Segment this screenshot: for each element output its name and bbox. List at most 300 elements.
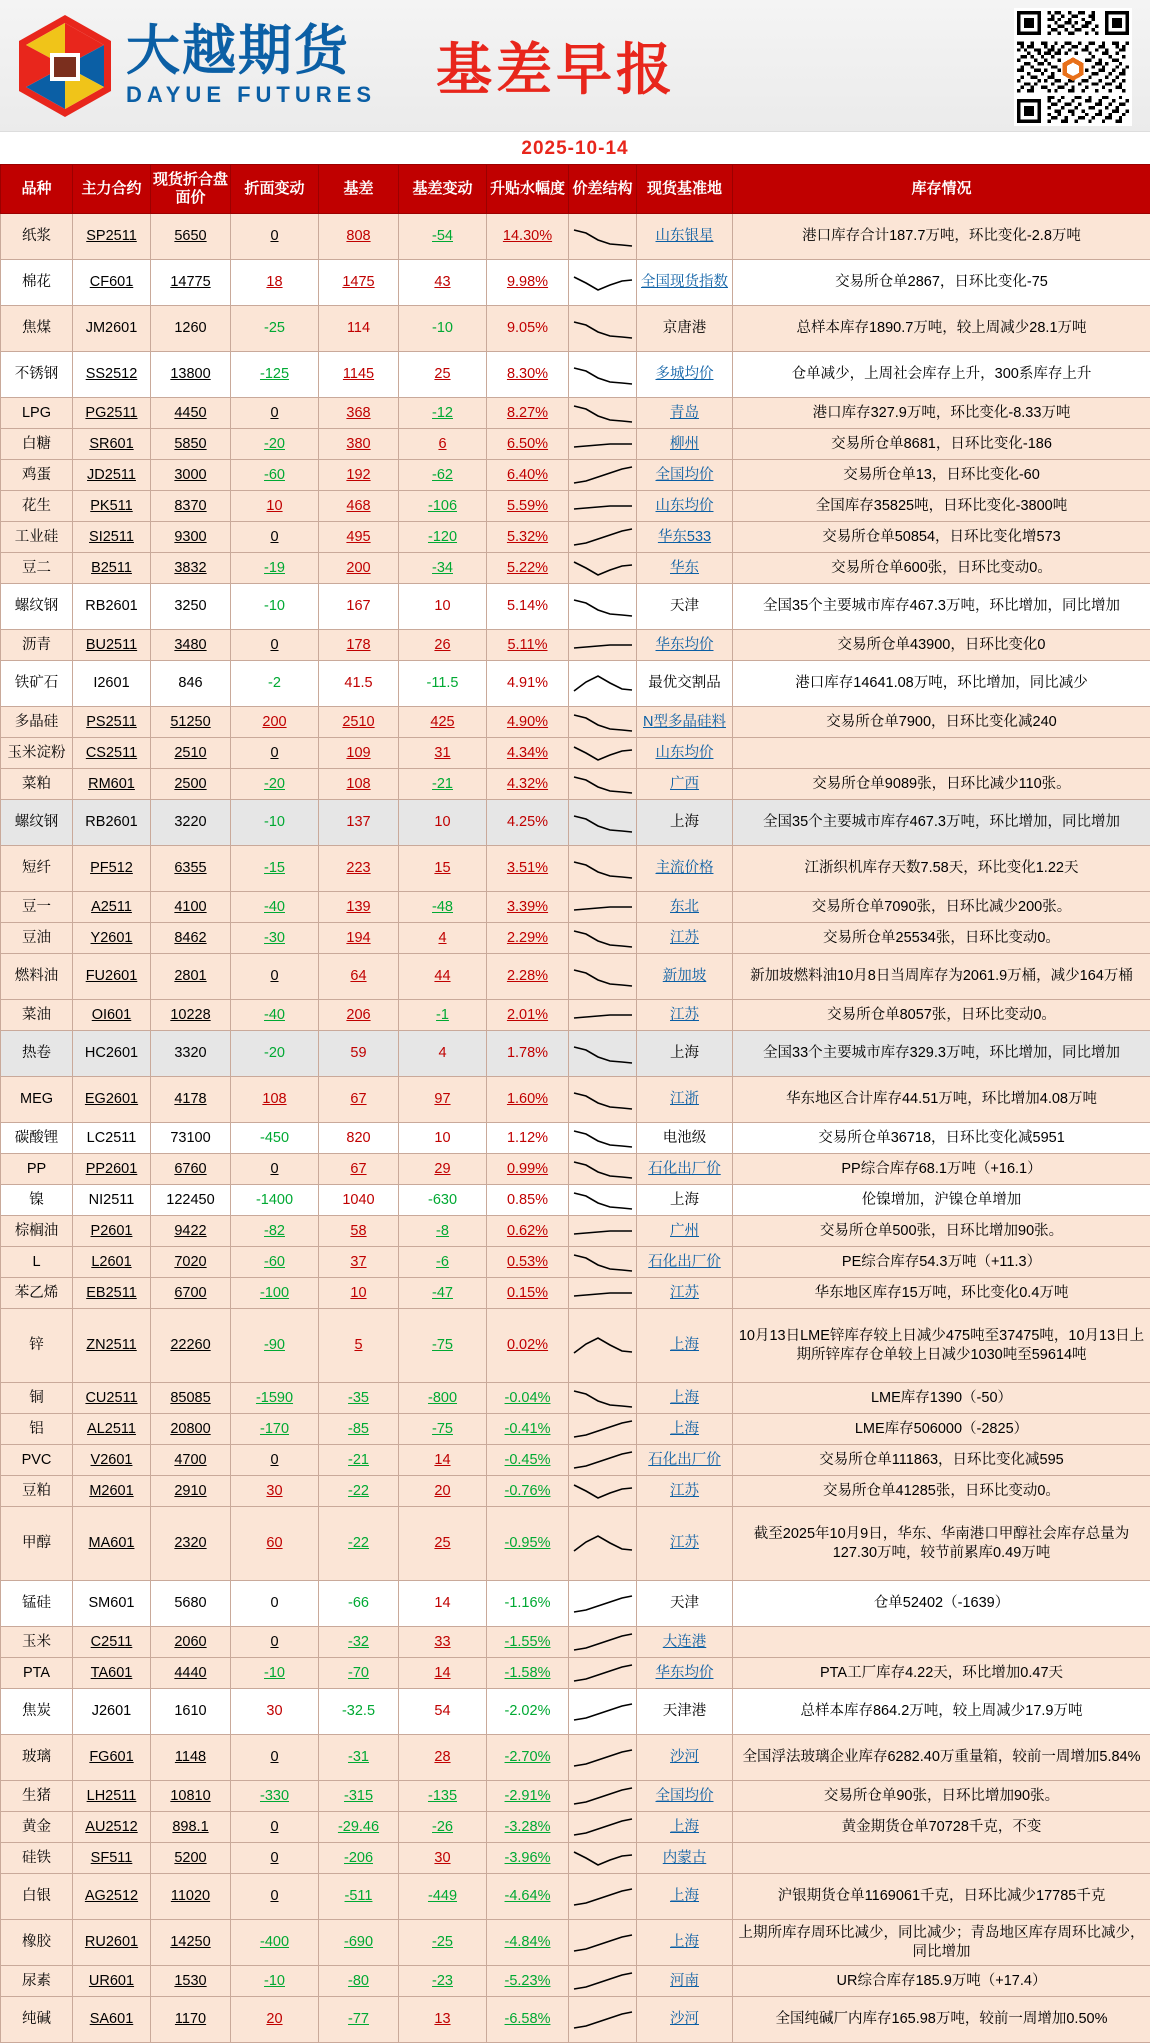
- cell-contract: AU2512: [73, 1812, 151, 1843]
- cell-basis-change: 28: [399, 1735, 487, 1781]
- cell-spot-base-place: 内蒙古: [637, 1843, 733, 1874]
- cell-inventory: 华东地区库存15万吨，环比变化0.4万吨: [733, 1278, 1150, 1309]
- cell-spot-change: -82: [231, 1216, 319, 1247]
- cell-spot-base-place: 天津港: [637, 1689, 733, 1735]
- cell-premium-rate: -4.64%: [487, 1874, 569, 1920]
- cell-spot-change: -19: [231, 553, 319, 584]
- cell-basis: 59: [319, 1031, 399, 1077]
- cell-variety: 锌: [1, 1309, 73, 1383]
- cell-basis-change: -75: [399, 1414, 487, 1445]
- cell-variety: 玻璃: [1, 1735, 73, 1781]
- cell-variety: 焦煤: [1, 306, 73, 352]
- cell-spot-price: 3832: [151, 553, 231, 584]
- cell-spot-price: 73100: [151, 1123, 231, 1154]
- cell-basis-change: 29: [399, 1154, 487, 1185]
- cell-premium-rate: 5.14%: [487, 584, 569, 630]
- cell-spot-price: 2060: [151, 1627, 231, 1658]
- cell-spot-base-place: 江苏: [637, 1507, 733, 1581]
- cell-spread-structure: [569, 1247, 637, 1278]
- cell-variety: 菜粕: [1, 769, 73, 800]
- cell-spot-change: 0: [231, 954, 319, 1000]
- cell-spot-price: 51250: [151, 707, 231, 738]
- cell-basis: 468: [319, 491, 399, 522]
- cell-variety: 橡胶: [1, 1920, 73, 1966]
- cell-inventory: 全国33个主要城市库存329.3万吨，环比增加，同比增加: [733, 1031, 1150, 1077]
- cell-premium-rate: -3.28%: [487, 1812, 569, 1843]
- cell-spread-structure: [569, 923, 637, 954]
- table-row: [1, 1966, 1150, 1997]
- table-row: [1, 800, 1150, 846]
- cell-premium-rate: -1.16%: [487, 1581, 569, 1627]
- spread-sparkline-icon: [572, 1416, 634, 1442]
- cell-spot-change: -20: [231, 769, 319, 800]
- cell-basis: -85: [319, 1414, 399, 1445]
- cell-spot-price: 6760: [151, 1154, 231, 1185]
- cell-spot-price: 1530: [151, 1966, 231, 1997]
- cell-variety: LPG: [1, 398, 73, 429]
- spread-sparkline-icon: [572, 1249, 634, 1275]
- spread-sparkline-icon: [572, 224, 634, 250]
- cell-basis-change: -25: [399, 1920, 487, 1966]
- cell-spot-change: -10: [231, 1966, 319, 1997]
- cell-basis: -690: [319, 1920, 399, 1966]
- cell-inventory: 交易所仓单111863，日环比变化减595: [733, 1445, 1150, 1476]
- cell-spread-structure: [569, 630, 637, 661]
- cell-spot-change: 0: [231, 1812, 319, 1843]
- cell-inventory: 交易所仓单7900，日环比变化减240: [733, 707, 1150, 738]
- table-row: [1, 1031, 1150, 1077]
- cell-premium-rate: 1.12%: [487, 1123, 569, 1154]
- cell-inventory: [733, 1627, 1150, 1658]
- cell-spot-base-place: 上海: [637, 800, 733, 846]
- cell-premium-rate: 0.85%: [487, 1185, 569, 1216]
- cell-basis-change: 25: [399, 1507, 487, 1581]
- cell-variety: 不锈钢: [1, 352, 73, 398]
- cell-spot-base-place: 上海: [637, 1185, 733, 1216]
- cell-spot-price: 11020: [151, 1874, 231, 1920]
- cell-contract: FG601: [73, 1735, 151, 1781]
- cell-variety: 花生: [1, 491, 73, 522]
- cell-spot-price: 9422: [151, 1216, 231, 1247]
- table-row: [1, 1383, 1150, 1414]
- th-spread-structure: 价差结构: [569, 165, 637, 214]
- cell-spot-price: 2500: [151, 769, 231, 800]
- spread-sparkline-icon: [572, 1660, 634, 1686]
- table-row: [1, 584, 1150, 630]
- cell-premium-rate: 4.91%: [487, 661, 569, 707]
- spread-sparkline-icon: [572, 856, 634, 882]
- cell-spread-structure: [569, 1689, 637, 1735]
- cell-inventory: 交易所仓单7090张，日环比减少200张。: [733, 892, 1150, 923]
- cell-spread-structure: [569, 491, 637, 522]
- cell-variety: MEG: [1, 1077, 73, 1123]
- cell-spread-structure: [569, 1874, 637, 1920]
- cell-contract: RM601: [73, 769, 151, 800]
- cell-basis-change: 14: [399, 1658, 487, 1689]
- cell-basis: 5: [319, 1309, 399, 1383]
- cell-basis: -80: [319, 1966, 399, 1997]
- cell-premium-rate: -2.91%: [487, 1781, 569, 1812]
- cell-premium-rate: 9.98%: [487, 260, 569, 306]
- table-row: [1, 1123, 1150, 1154]
- cell-variety: 碳酸锂: [1, 1123, 73, 1154]
- spread-sparkline-icon: [572, 1447, 634, 1473]
- cell-basis-change: -120: [399, 522, 487, 553]
- cell-basis-change: 14: [399, 1445, 487, 1476]
- cell-spot-price: 2910: [151, 1476, 231, 1507]
- table-row: [1, 1843, 1150, 1874]
- cell-spot-base-place: 青岛: [637, 398, 733, 429]
- table-header-row: [1, 165, 1150, 214]
- th-premium-rate: 升贴水幅度: [487, 165, 569, 214]
- cell-spot-base-place: 全国均价: [637, 460, 733, 491]
- cell-spot-base-place: 河南: [637, 1966, 733, 1997]
- spread-sparkline-icon: [572, 1591, 634, 1617]
- table-row: [1, 1414, 1150, 1445]
- cell-variety: L: [1, 1247, 73, 1278]
- cell-spot-change: 0: [231, 630, 319, 661]
- cell-spot-base-place: 最优交割品: [637, 661, 733, 707]
- cell-premium-rate: 4.25%: [487, 800, 569, 846]
- cell-basis-change: 10: [399, 800, 487, 846]
- cell-spot-base-place: 华东均价: [637, 630, 733, 661]
- cell-variety: 白糖: [1, 429, 73, 460]
- cell-basis: 380: [319, 429, 399, 460]
- spread-sparkline-icon: [572, 1333, 634, 1359]
- table-row: [1, 306, 1150, 352]
- cell-spread-structure: [569, 1123, 637, 1154]
- cell-spread-structure: [569, 1414, 637, 1445]
- cell-basis: 64: [319, 954, 399, 1000]
- cell-premium-rate: 2.01%: [487, 1000, 569, 1031]
- cell-basis: -35: [319, 1383, 399, 1414]
- cell-basis-change: 20: [399, 1476, 487, 1507]
- cell-variety: PVC: [1, 1445, 73, 1476]
- cell-variety: 铜: [1, 1383, 73, 1414]
- table-row: [1, 522, 1150, 553]
- cell-spot-base-place: 天津: [637, 1581, 733, 1627]
- cell-basis: 108: [319, 769, 399, 800]
- cell-basis: -70: [319, 1658, 399, 1689]
- cell-premium-rate: -2.02%: [487, 1689, 569, 1735]
- cell-spot-price: 8462: [151, 923, 231, 954]
- cell-contract: PF512: [73, 846, 151, 892]
- cell-spread-structure: [569, 1812, 637, 1843]
- cell-basis-change: 15: [399, 846, 487, 892]
- cell-spot-base-place: 上海: [637, 1031, 733, 1077]
- cell-premium-rate: -0.41%: [487, 1414, 569, 1445]
- cell-spot-price: 4450: [151, 398, 231, 429]
- cell-basis-change: -75: [399, 1309, 487, 1383]
- cell-spread-structure: [569, 1445, 637, 1476]
- cell-basis: 178: [319, 630, 399, 661]
- cell-spot-change: -20: [231, 429, 319, 460]
- table-row: [1, 1581, 1150, 1627]
- cell-basis-change: 54: [399, 1689, 487, 1735]
- cell-spread-structure: [569, 1476, 637, 1507]
- cell-spread-structure: [569, 1735, 637, 1781]
- cell-basis-change: -47: [399, 1278, 487, 1309]
- cell-variety: 纸浆: [1, 214, 73, 260]
- cell-spot-base-place: 江苏: [637, 923, 733, 954]
- cell-spread-structure: [569, 260, 637, 306]
- spread-sparkline-icon: [572, 709, 634, 735]
- cell-inventory: 伦镍增加，沪镍仓单增加: [733, 1185, 1150, 1216]
- cell-contract: PK511: [73, 491, 151, 522]
- cell-basis-change: -6: [399, 1247, 487, 1278]
- report-date: 2025-10-14: [0, 132, 1150, 164]
- table-row: [1, 1154, 1150, 1185]
- cell-contract: PS2511: [73, 707, 151, 738]
- cell-inventory: 全国库存35825吨，日环比变化-3800吨: [733, 491, 1150, 522]
- th-spot-change: 折面变动: [231, 165, 319, 214]
- cell-variety: 棕榈油: [1, 1216, 73, 1247]
- cell-contract: SA601: [73, 1997, 151, 2043]
- cell-basis: -77: [319, 1997, 399, 2043]
- cell-spread-structure: [569, 846, 637, 892]
- cell-contract: I2601: [73, 661, 151, 707]
- table-row: [1, 1689, 1150, 1735]
- cell-inventory: 全国35个主要城市库存467.3万吨，环比增加，同比增加: [733, 800, 1150, 846]
- cell-premium-rate: -0.45%: [487, 1445, 569, 1476]
- cell-contract: CF601: [73, 260, 151, 306]
- cell-basis-change: -26: [399, 1812, 487, 1843]
- cell-variety: 热卷: [1, 1031, 73, 1077]
- cell-spot-base-place: 江苏: [637, 1278, 733, 1309]
- cell-inventory: 交易所仓单43900，日环比变化0: [733, 630, 1150, 661]
- cell-spot-price: 5850: [151, 429, 231, 460]
- cell-contract: NI2511: [73, 1185, 151, 1216]
- basis-table: [0, 164, 1150, 2043]
- cell-spot-price: 5650: [151, 214, 231, 260]
- cell-spread-structure: [569, 522, 637, 553]
- cell-spread-structure: [569, 1383, 637, 1414]
- spread-sparkline-icon: [572, 316, 634, 342]
- cell-spot-price: 8370: [151, 491, 231, 522]
- table-row: [1, 1445, 1150, 1476]
- cell-spot-price: 85085: [151, 1383, 231, 1414]
- cell-basis-change: -12: [399, 398, 487, 429]
- cell-basis: 37: [319, 1247, 399, 1278]
- cell-spot-change: 20: [231, 1997, 319, 2043]
- cell-spot-price: 846: [151, 661, 231, 707]
- cell-spot-change: -15: [231, 846, 319, 892]
- cell-spot-base-place: 江苏: [637, 1000, 733, 1031]
- cell-inventory: 仓单减少，上周社会库存上升，300系库存上升: [733, 352, 1150, 398]
- cell-spot-change: -30: [231, 923, 319, 954]
- cell-spot-change: -20: [231, 1031, 319, 1077]
- cell-inventory: 黄金期货仓单70728千克，不变: [733, 1812, 1150, 1843]
- cell-spot-price: 10810: [151, 1781, 231, 1812]
- spread-sparkline-icon: [572, 1041, 634, 1067]
- cell-basis-change: -48: [399, 892, 487, 923]
- cell-contract: B2511: [73, 553, 151, 584]
- cell-premium-rate: 1.78%: [487, 1031, 569, 1077]
- cell-spot-change: 60: [231, 1507, 319, 1581]
- table-row: [1, 769, 1150, 800]
- spread-sparkline-icon: [572, 894, 634, 920]
- cell-inventory: LME库存1390（-50）: [733, 1383, 1150, 1414]
- spread-sparkline-icon: [572, 1968, 634, 1994]
- cell-spot-change: 0: [231, 1154, 319, 1185]
- table-row: [1, 1278, 1150, 1309]
- cell-variety: 纯碱: [1, 1997, 73, 2043]
- cell-basis-change: -62: [399, 460, 487, 491]
- cell-variety: 螺纹钢: [1, 584, 73, 630]
- cell-basis: 808: [319, 214, 399, 260]
- logo-hexagon-icon: [10, 11, 120, 121]
- cell-premium-rate: 5.32%: [487, 522, 569, 553]
- cell-spot-base-place: 山东银星: [637, 214, 733, 260]
- cell-premium-rate: 8.30%: [487, 352, 569, 398]
- cell-basis: -32: [319, 1627, 399, 1658]
- cell-basis: 192: [319, 460, 399, 491]
- spread-sparkline-icon: [572, 1156, 634, 1182]
- th-spot-price: 现货折合盘面价: [151, 165, 231, 214]
- cell-inventory: 全国浮法玻璃企业库存6282.40万重量箱，较前一周增加5.84%: [733, 1735, 1150, 1781]
- cell-spot-change: 18: [231, 260, 319, 306]
- spread-sparkline-icon: [572, 555, 634, 581]
- th-basis-change: 基差变动: [399, 165, 487, 214]
- cell-variety: 豆一: [1, 892, 73, 923]
- cell-contract: SR601: [73, 429, 151, 460]
- cell-basis-change: -34: [399, 553, 487, 584]
- cell-spread-structure: [569, 954, 637, 1000]
- table-row: [1, 553, 1150, 584]
- table-row: [1, 1997, 1150, 2043]
- cell-spot-base-place: 华东533: [637, 522, 733, 553]
- cell-spot-price: 2510: [151, 738, 231, 769]
- cell-premium-rate: 5.59%: [487, 491, 569, 522]
- cell-spot-base-place: 主流价格: [637, 846, 733, 892]
- cell-spot-base-place: 石化出厂价: [637, 1154, 733, 1185]
- cell-spot-change: -170: [231, 1414, 319, 1445]
- cell-basis-change: 10: [399, 584, 487, 630]
- cell-basis: 41.5: [319, 661, 399, 707]
- table-row: [1, 491, 1150, 522]
- page-title: 基差早报: [436, 26, 676, 106]
- spread-sparkline-icon: [572, 1218, 634, 1244]
- cell-inventory: PP综合库存68.1万吨（+16.1）: [733, 1154, 1150, 1185]
- cell-variety: 豆油: [1, 923, 73, 954]
- qr-code-icon: [1014, 8, 1132, 126]
- cell-spot-change: 30: [231, 1476, 319, 1507]
- cell-basis: 368: [319, 398, 399, 429]
- cell-premium-rate: 0.62%: [487, 1216, 569, 1247]
- table-row: [1, 1658, 1150, 1689]
- table-row: [1, 260, 1150, 306]
- cell-spread-structure: [569, 460, 637, 491]
- cell-inventory: 新加坡燃料油10月8日当周库存为2061.9万桶，减少164万桶: [733, 954, 1150, 1000]
- cell-premium-rate: -4.84%: [487, 1920, 569, 1966]
- cell-inventory: 全国35个主要城市库存467.3万吨，环比增加，同比增加: [733, 584, 1150, 630]
- cell-spot-base-place: 上海: [637, 1383, 733, 1414]
- spread-sparkline-icon: [572, 270, 634, 296]
- cell-inventory: 全国纯碱厂内库存165.98万吨，较前一周增加0.50%: [733, 1997, 1150, 2043]
- page-header: [0, 0, 1150, 132]
- spread-sparkline-icon: [572, 431, 634, 457]
- cell-spread-structure: [569, 800, 637, 846]
- cell-spread-structure: [569, 707, 637, 738]
- spread-sparkline-icon: [572, 1699, 634, 1725]
- cell-spread-structure: [569, 398, 637, 429]
- cell-variety: 玉米淀粉: [1, 738, 73, 769]
- cell-contract: EB2511: [73, 1278, 151, 1309]
- spread-sparkline-icon: [572, 964, 634, 990]
- cell-premium-rate: 5.22%: [487, 553, 569, 584]
- table-row: [1, 1077, 1150, 1123]
- cell-spread-structure: [569, 1185, 637, 1216]
- cell-variety: 镍: [1, 1185, 73, 1216]
- cell-basis: 1145: [319, 352, 399, 398]
- cell-spread-structure: [569, 352, 637, 398]
- cell-spot-change: 0: [231, 738, 319, 769]
- cell-inventory: 交易所仓单8681，日环比变化-186: [733, 429, 1150, 460]
- table-row: [1, 1627, 1150, 1658]
- cell-contract: CU2511: [73, 1383, 151, 1414]
- cell-contract: AL2511: [73, 1414, 151, 1445]
- table-row: [1, 892, 1150, 923]
- cell-contract: Y2601: [73, 923, 151, 954]
- table-row: [1, 1309, 1150, 1383]
- cell-basis: 137: [319, 800, 399, 846]
- table-row: [1, 1735, 1150, 1781]
- cell-variety: PTA: [1, 1658, 73, 1689]
- cell-spot-change: 0: [231, 1445, 319, 1476]
- cell-spread-structure: [569, 584, 637, 630]
- cell-inventory: 华东地区合计库存44.51万吨，环比增加4.08万吨: [733, 1077, 1150, 1123]
- cell-premium-rate: -6.58%: [487, 1997, 569, 2043]
- cell-basis-change: 33: [399, 1627, 487, 1658]
- cell-inventory: 沪银期货仓单1169061千克，日环比减少17785千克: [733, 1874, 1150, 1920]
- cell-spot-price: 6355: [151, 846, 231, 892]
- cell-variety: 焦炭: [1, 1689, 73, 1735]
- cell-spot-change: -1400: [231, 1185, 319, 1216]
- cell-spot-change: -90: [231, 1309, 319, 1383]
- table-row: [1, 1185, 1150, 1216]
- cell-spot-price: 13800: [151, 352, 231, 398]
- cell-spot-change: 0: [231, 522, 319, 553]
- cell-inventory: 截至2025年10月9日，华东、华南港口甲醇社会库存总量为127.30万吨，较节前累库0.49万吨: [733, 1507, 1150, 1581]
- cell-premium-rate: -0.04%: [487, 1383, 569, 1414]
- cell-spot-change: -2: [231, 661, 319, 707]
- table-body: [1, 214, 1150, 2043]
- cell-variety: 尿素: [1, 1966, 73, 1997]
- spread-sparkline-icon: [572, 462, 634, 488]
- cell-premium-rate: 0.99%: [487, 1154, 569, 1185]
- cell-variety: 豆二: [1, 553, 73, 584]
- cell-premium-rate: 0.53%: [487, 1247, 569, 1278]
- cell-spot-change: -40: [231, 1000, 319, 1031]
- cell-inventory: PTA工厂库存4.22天，环比增加0.47天: [733, 1658, 1150, 1689]
- cell-spot-price: 5680: [151, 1581, 231, 1627]
- cell-spread-structure: [569, 769, 637, 800]
- spread-sparkline-icon: [572, 1745, 634, 1771]
- cell-variety: 短纤: [1, 846, 73, 892]
- cell-spot-base-place: 江苏: [637, 1476, 733, 1507]
- cell-spread-structure: [569, 1000, 637, 1031]
- spread-sparkline-icon: [572, 1629, 634, 1655]
- cell-premium-rate: 4.32%: [487, 769, 569, 800]
- spread-sparkline-icon: [572, 1814, 634, 1840]
- cell-contract: SI2511: [73, 522, 151, 553]
- cell-spot-price: 4700: [151, 1445, 231, 1476]
- cell-inventory: 交易所仓单41285张，日环比变动0。: [733, 1476, 1150, 1507]
- cell-basis: 194: [319, 923, 399, 954]
- cell-basis: -32.5: [319, 1689, 399, 1735]
- spread-sparkline-icon: [572, 1187, 634, 1213]
- cell-inventory: 交易所仓单50854，日环比变化增573: [733, 522, 1150, 553]
